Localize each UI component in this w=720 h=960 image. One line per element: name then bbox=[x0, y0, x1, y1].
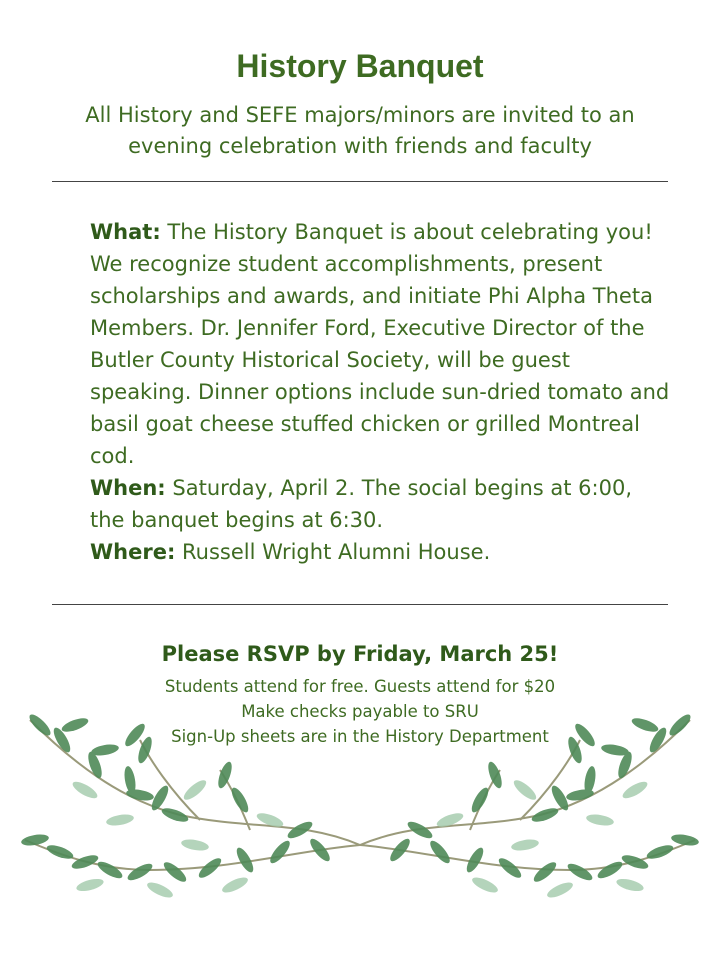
when-label: When: bbox=[90, 476, 166, 500]
what-text: The History Banquet is about celebrating you! We recognize student accomplishments, present scholarships and awards, and initiate Phi Alpha Theta Members. Dr. Jennifer Ford, Executive Director of the Butler County Historical Society, will be guest speaking. Dinner options include sun-dried tomato and basil goat cheese stuffed chicken or grilled Montreal cod. bbox=[90, 220, 670, 468]
when-text: Saturday, April 2. The social begins at 6:00, the banquet begins at 6:30. bbox=[90, 476, 632, 532]
signup-line: Sign-Up sheets are in the History Department bbox=[171, 727, 549, 746]
when-paragraph bbox=[90, 472, 670, 536]
top-divider bbox=[52, 181, 668, 182]
where-text: Russell Wright Alumni House. bbox=[175, 540, 491, 564]
bottom-divider bbox=[52, 604, 668, 605]
what-paragraph bbox=[90, 216, 670, 472]
page-subtitle: All History and SEFE majors/minors are invited to an evening celebration with friends and faculty bbox=[85, 103, 635, 158]
what-label: What: bbox=[90, 220, 161, 244]
payment-line: Make checks payable to SRU bbox=[241, 702, 479, 721]
rsvp-deadline: Please RSVP by Friday, March 25! bbox=[161, 642, 559, 666]
page-title: History Banquet bbox=[236, 48, 484, 84]
attendance-info bbox=[0, 674, 720, 749]
pricing-line: Students attend for free. Guests attend for $20 bbox=[164, 677, 556, 696]
where-label: Where: bbox=[90, 540, 176, 564]
event-details bbox=[90, 216, 670, 568]
where-paragraph bbox=[90, 536, 670, 568]
